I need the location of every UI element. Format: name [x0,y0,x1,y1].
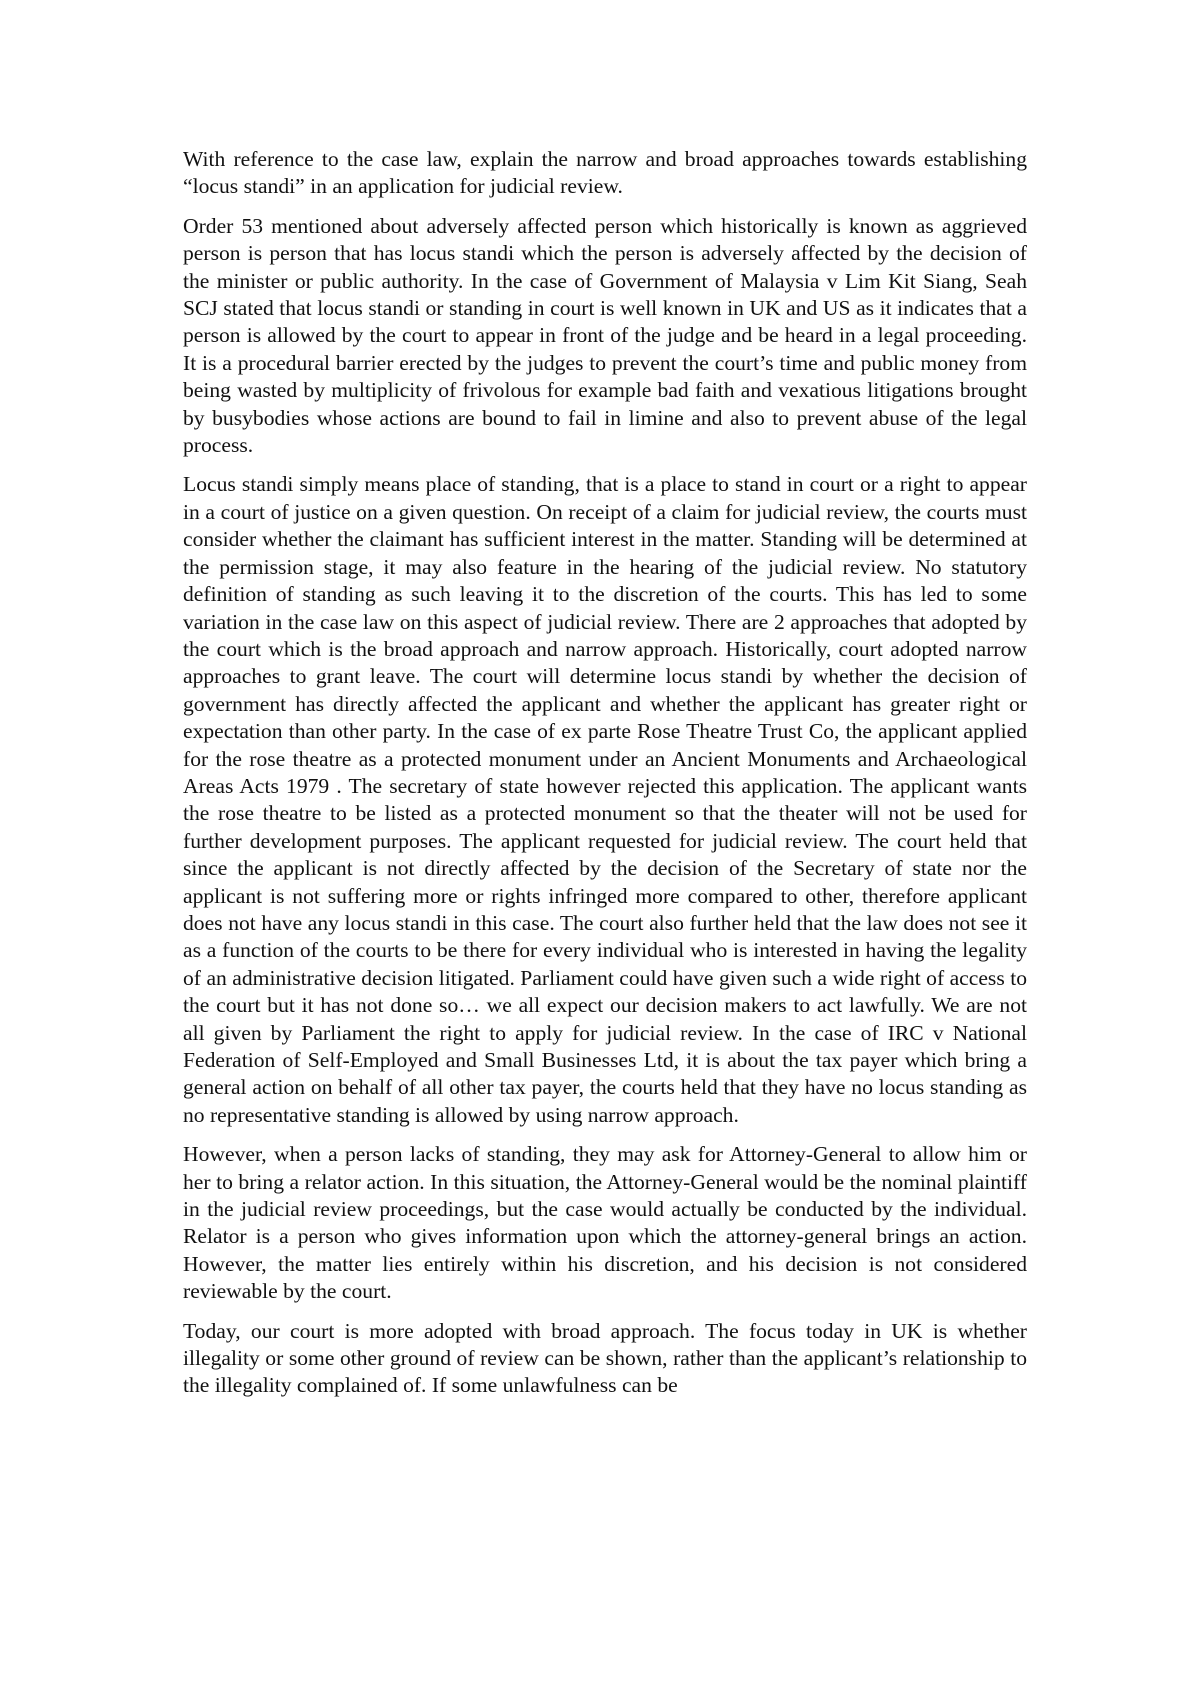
question-paragraph: With reference to the case law, explain the narrow and broad approaches towards establishing “locus standi” in an application for judicial review. [183,147,1027,199]
paragraph-order-53: Order 53 mentioned about adversely affected person which historically is known as aggrieved person is person that has locus standi which the person is adversely affected by the decision of the minister or public authority. In the case of Government of Malaysia v Lim Kit Siang, Seah SCJ stated that locus standi or standing in court is well known in UK and US as it indicates that a person is allowed by the court to appear in front of the judge and be heard in a legal proceeding. It is a procedural barrier erected by the judges to prevent the court’s time and public money from being wasted by multiplicity of frivolous for example bad faith and vexatious litigations brought by busybodies whose actions are bound to fail in limine and also to prevent abuse of the legal process. [183,213,1027,458]
document-body [183,146,1027,1412]
paragraph-relator-action: However, when a person lacks of standing, they may ask for Attorney-General to allow him or her to bring a relator action. In this situation, the Attorney-General would be the nominal plaintiff in the judicial review proceedings, but the case would actually be conducted by the individual. Relator is a person who gives information upon which the attorney-general brings an action. However, the matter lies entirely within his discretion, and his decision is not considered reviewable by the court. [183,1142,1027,1304]
paragraph-broad-approach: Today, our court is more adopted with broad approach. The focus today in UK is whether illegality or some other ground of review can be shown, rather than the applicant’s relationship to the illegality complained of. If some unlawfulness can be [183,1318,1027,1398]
paragraph-locus-standi: Locus standi simply means place of standing, that is a place to stand in court or a right to appear in a court of justice on a given question. On receipt of a claim for judicial review, the courts must consider whether the claimant has sufficient interest in the matter. Standing will be determined at the permission stage, it may also feature in the hearing of the judicial review. No statutory definition of standing as such leaving it to the discretion of the courts. This has led to some variation in the case law on this aspect of judicial review. There are 2 approaches that adopted by the court which is the broad approach and narrow approach. Historically, court adopted narrow approaches to grant leave. The court will determine locus standi by whether the decision of government has directly affected the applicant and whether the applicant has greater right or expectation than other party. In the case of ex parte Rose Theatre Trust Co, the applicant applied for the rose theatre as a protected monument under an Ancient Monuments and Archaeological Areas Acts 1979 . The secretary of state however rejected this application. The applicant wants the rose theatre to be listed as a protected monument so that the theater will not be used for further development purposes. The applicant requested for judicial review. The court held that since the applicant is not directly affected by the decision of the Secretary of state nor the applicant is not suffering more or rights infringed more compared to other, therefore applicant does not have any locus standi in this case. The court also further held that the law does not see it as a function of the courts to be there for every individual who is interested in having the legality of an administrative decision litigated. Parliament could have given such a wide right of access to the court but it has not done so… we all expect our decision makers to act lawfully. We are not all given by Parliament the right to apply for judicial review. In the case of IRC v National Federation of Self-Employed and Small Businesses Ltd, it is about the tax payer which bring a general action on behalf of all other tax payer, the courts held that they have no locus standing as no representative standing is allowed by using narrow approach. [183,472,1027,1127]
